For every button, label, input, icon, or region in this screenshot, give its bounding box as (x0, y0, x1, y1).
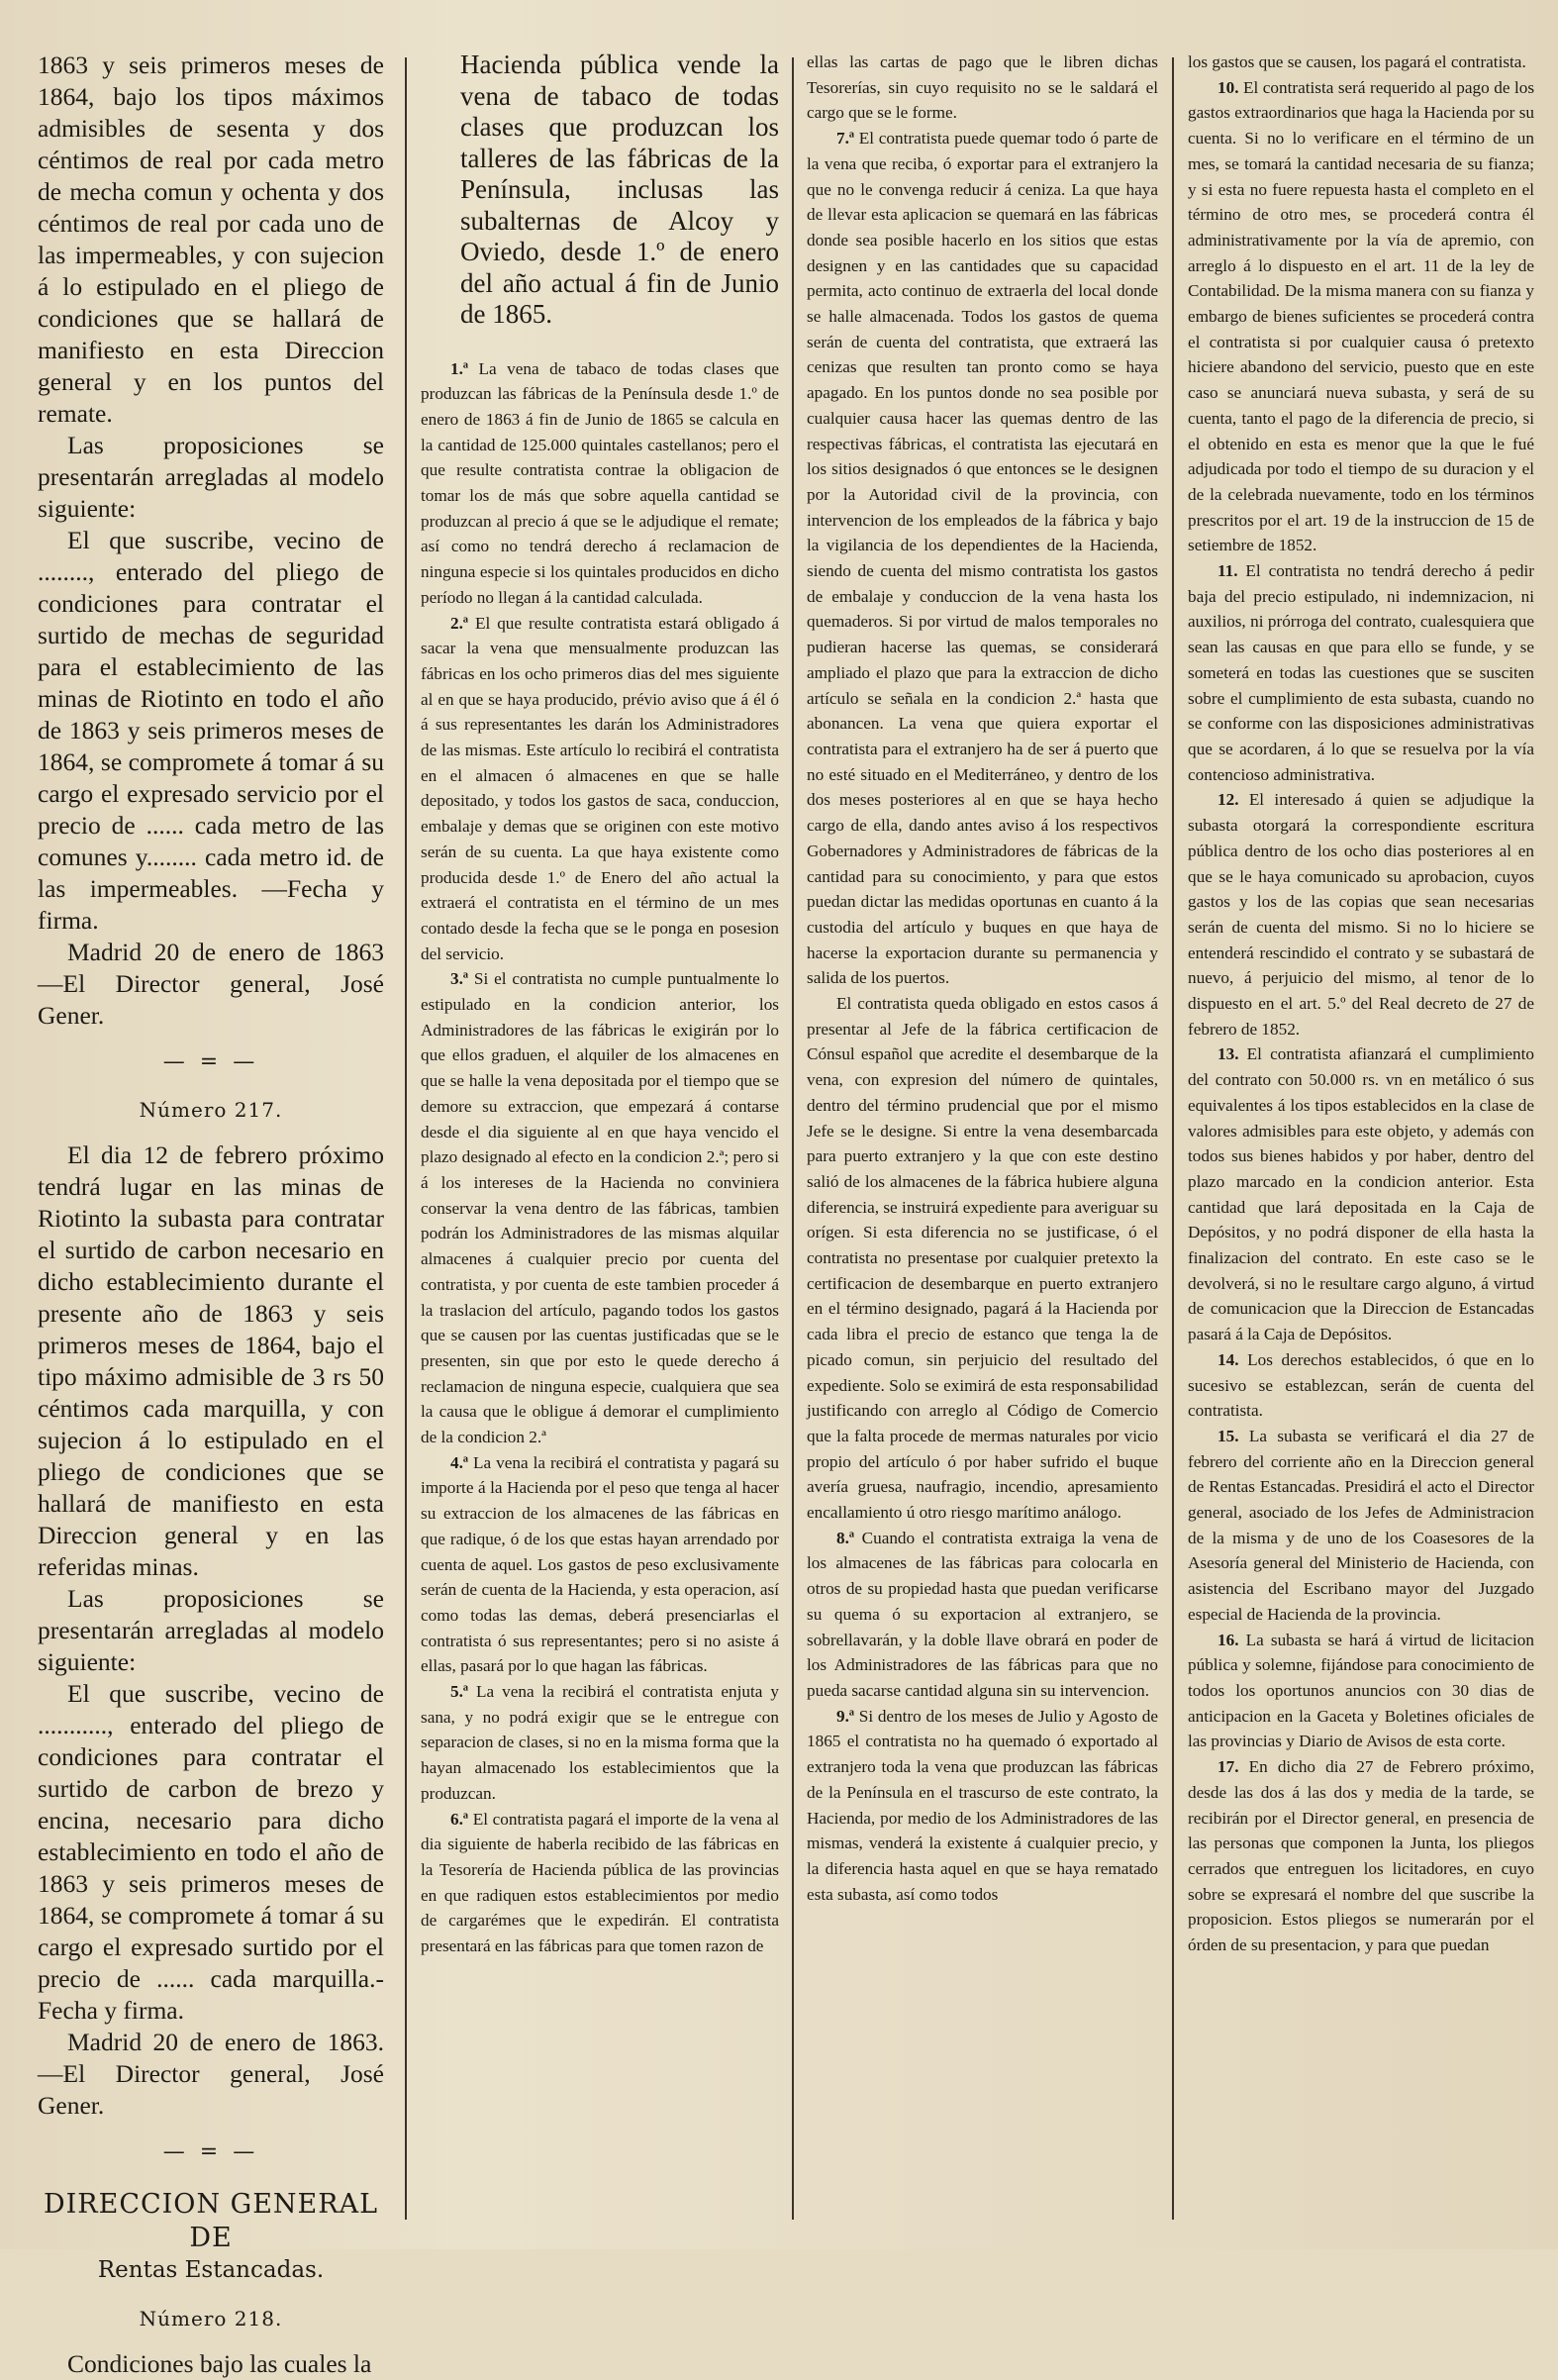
condition-text: El contratista será requerido al pago de los gastos extraordinarios que haga la Hacienda por su cuenta. Si no lo verificare en el término de un mes, se tomará la cantidad necesaria de su fianza; y si esta no fuere repuesta hasta el completo en el término de otro mes, se procederá contra él administrativamente por la vía de apremio, con arreglo á lo dispuesto en el art. 11 de la ley de Contabilidad. De la misma manera con su fianza y embargo de bienes suficientes se procederá contra el contratista si por cualquier causa ó pretexto hiciere abandono del servicio, puesto que en este caso se anunciará nueva subasta, y será de su cuenta, tanto el pago de la diferencia de precio, si el obtenido en esta es menor que la que le fué adjudicada por todo el tiempo de su duracion y el de la celebrada nuevamente, todo en los términos prescritos por el art. 19 de la instruccion de 15 de setiembre de 1852. (1188, 77, 1535, 555)
notice-title: Hacienda pública vende la vena de tabaco de todas clases que produzcan los talleres de las fábricas de la Península, inclusas las subalternas de Alcoy y Oviedo, desde 1.º de enero del año actual á fin de Junio de 1865. (460, 50, 779, 329)
column-rule (405, 57, 407, 2220)
condition-6 (421, 1807, 779, 1959)
paragraph: El dia 12 de febrero próximo tendrá lugar en las minas de Riotinto la subasta para contratar el surtido de carbon necesario en dicho establecimiento durante el presente año de 1863 y seis primeros meses de 1864, bajo el tipo máximo admisible de 3 rs 50 céntimos cada marquilla, y con sujecion á lo estipulado en el pliego de condiciones que se hallará de manifiesto en esta Direccion general y en las referidas minas. (38, 1140, 384, 1581)
section-heading: DIRECCION GENERAL DE (43, 2189, 379, 2253)
paragraph: Las proposiciones se presentarán arregladas al modelo siguiente: (38, 1584, 384, 1676)
condition-number: 15. (1217, 1426, 1239, 1445)
column-2 (421, 50, 779, 1959)
condition-14 (1188, 1347, 1534, 1424)
condition-number: 3.ª (450, 969, 469, 989)
condition-text: La subasta se verificará el dia 27 de febrero del corriente año en la Direccion general de Rentas Estancadas. Presidirá el acto el Director general, asociado de los Jefes de Administracion de la misma y de uno de los Coasesores de la Asesoría general del Ministerio de Hacienda, con asistencia del Escribano mayor del Juzgado especial de Hacienda de la provincia. (1188, 1426, 1535, 1624)
condition-4 (421, 1450, 779, 1679)
condition-number: 17. (1217, 1757, 1239, 1777)
condition-number: 14. (1217, 1349, 1239, 1369)
paragraph: El contratista queda obligado en estos casos á presentar al Jefe de la fábrica certificacion de Cónsul español que acredite el desembarque de la vena, con expresion del número de quintales, dentro del término prudencial que por el mismo Jefe se le designe. Si entre la vena desembarcada para puerto extranjero y la que con este destino salió de los almacenes de la fábrica hubiere alguna diferencia, se instruirá expediente para averiguar su orígen. Si esta diferencia no se justificase, ó el contratista no presentase por cualquier pretexto la certificacion de desembarque en puerto extranjero en el término designado, pagará á la Hacienda por cada libra el precio de estanco que tenga la de picado comun, sin perjuicio del resultado del expediente. Solo se eximirá de esta responsabilidad justificando con arreglo al Código de Comercio que la falta procede de mermas naturales por vicio propio del artículo ó por haber sufrido el buque avería gruesa, naufragio, incendio, apresamiento encallamiento ú otro riesgo marítimo análogo. (807, 994, 1158, 1523)
condition-text: El que resulte contratista estará obligado á sacar la vena que mensualmente produzcan las fábricas en los ocho primeros dias del mes siguiente al en que se haya producido, prévio aviso que á él ó á sus representantes les darán los Administradores de las mismas. Este artículo lo recibirá el contratista en el almacen ó almacenes en que se halle depositado, y todos los gastos de saca, conduccion, embalaje y demas que se originen con este motivo serán de su cuenta. La que haya existente como producida desde 1.º de Enero del año actual la extraerá el contratista en el término de un mes contado desde la fecha que se le ponga en posesion del servicio. (421, 613, 780, 963)
condition-number: 11. (1217, 561, 1238, 581)
signature: Madrid 20 de enero de 1863 —El Director general, José Gener. (38, 938, 384, 1030)
condition-text: El contratista no tendrá derecho á pedir baja del precio estipulado, ni indemnizacion, ni auxilios, ni prórroga del contrato, cualesquiera que sean las causas en que para ello se funde, y se someterá en todas las cuestiones que se susciten sobre el cumplimiento de esta subasta, cuando no se conforme con las disposiciones administrativas que se acordaren, á lo que se resuelva por la vía contencioso administrativa. (1188, 561, 1534, 784)
condition-number: 8.ª (836, 1528, 855, 1547)
condition-text: La vena de tabaco de todas clases que produzcan las fábricas de la Península desde 1.º de enero de 1863 á fin de Junio de 1865 se calcula en la cantidad de 125.000 quintales castellanos; pero el que resulte contratista contrae la obligacion de tomar los de más que sobre aquella cantidad se produzcan al precio á que se le adjudique el remate; así como no tendrá derecho á reclamacion de ninguna especie si los quintales producidos en dicho período no llegan á la cantidad calculada. (421, 358, 779, 607)
condition-text: La vena la recibirá el contratista y pagará su importe á la Hacienda por el peso que tenga al hacer su extraccion de los almacenes de las fábricas en que radique, ó de los que estas hayan arrendado por cuenta de aquel. Los gastos de peso exclusivamente serán de cuenta de la Hacienda, y esta operacion, así como todas las demas, deberá presenciarlas el contratista ó sus representantes; pero si no asiste á ellas, pasará por lo que hagan las fábricas. (421, 1452, 779, 1676)
condition-9 (807, 1704, 1158, 1908)
paragraph: Las proposiciones se presentarán arregladas al modelo siguiente: (38, 431, 384, 523)
condition-text: La subasta se hará á virtud de licitacion pública y solemne, fijándose para conocimiento de todos los oportunos anuncios con 30 dias de anticipacion en la Gaceta y Boletines oficiales de las provincias y Diario de Avisos de esta corte. (1188, 1630, 1534, 1751)
condition-text: Cuando el contratista extraiga la vena de los almacenes de las fábricas para colocarla en otros de su propiedad hasta que puedan verificarse su quema ó su exportacion al extranjero, se sobrellavarán, y la doble llave obrará en poder de los Administradores de las fábricas para que no pueda sacarse cantidad alguna sin su intervencion. (807, 1528, 1158, 1700)
condition-5 (421, 1679, 779, 1807)
notice-number: Número 218. (139, 2307, 283, 2330)
notice-number: Número 217. (139, 1098, 283, 1122)
condition-16 (1188, 1628, 1534, 1755)
column-3 (807, 50, 1158, 1907)
separator: — = — (162, 2139, 259, 2164)
column-rule (792, 57, 794, 2220)
column-rule (1172, 57, 1174, 2220)
condition-text: Los derechos establecidos, ó que en lo sucesivo se establezcan, serán de cuenta del contratista. (1188, 1349, 1534, 1421)
condition-text: El contratista puede quemar todo ó parte de la vena que reciba, ó exportar para el extranjero la que no le convenga reducir á ceniza. La que haya de llevar esta aplicacion se quemará en las fábricas donde sea posible hacerlo en los sitios que estas designen y en las cantidades que su capacidad permita, acto continuo de extraerla del local donde se halle almacenada. Todos los gastos de quema serán de cuenta del contratista, que extraerá las cenizas que resulten tan pronto como se haya apagado. En los puntos donde no sea posible por cualquier causa hacer las quemas dentro de las respectivas fábricas, el contratista las ejecutará en los sitios designados ó que entonces se le designen por la Autoridad civil de la provincia, con intervencion de los empleados de la fábrica y bajo la vigilancia de los dependientes de la Hacienda, siendo de cuenta del mismo contratista los gastos de embalaje y conduccion de la vena hasta los quemaderos. Si por virtud de malos temporales no pudieran hacerse las quemas, se considerará ampliado el plazo que para la extraccion de dicho artículo se señala en la condicion 2.ª hasta que abonancen. La vena que quiera exportar el contratista para el extranjero ha de ser á puerto que no esté situado en el Mediterráneo, y dentro de los dos meses posteriores al en que se haya hecho cargo de ella, dando antes aviso á los respectivos Gobernadores y Administradores de fábricas de la cantidad para su conocimiento, y para que estos puedan dictar las medidas oportunas en cuanto á la custodia del artículo y buques en que haya de hacerse la exportacion durante su permanencia y salida de los puertos. (807, 129, 1158, 988)
condition-number: 10. (1217, 77, 1239, 97)
separator: — = — (162, 1049, 259, 1074)
paragraph: los gastos que se causen, los pagará el contratista. (1188, 52, 1526, 71)
condition-number: 2.ª (450, 613, 469, 633)
condition-text: El contratista afianzará el cumplimiento del contrato con 50.000 rs. vn en metálico ó sus equivalentes á los tipos establecidos en la clase de valores admisibles para este objeto, y además con todos sus bienes habidos y por haber, dentro del plazo marcado en la condicion anterior. Esta cantidad que lará depositada en la Caja de Depósitos, y no podrá disponer de ella hasta la finalizacion del contrato. En este caso se le devolverá, si no le resultare cargo alguno, á virtud de comunicacion que la Direccion de Estancadas pasará á la Caja de Depósitos. (1188, 1044, 1535, 1344)
paragraph: 1863 y seis primeros meses de 1864, bajo los tipos máximos admisibles de sesenta y dos céntimos de real por cada metro de mecha comun y ochenta y dos céntimos de real por cada uno de las impermeables, y con sujecion á lo estipulado en el pliego de condiciones que se hallará de manifiesto en esta Direccion general y en los puntos del remate. (38, 50, 384, 428)
condition-1 (421, 356, 779, 611)
condition-number: 7.ª (836, 129, 855, 149)
condition-number: 6.ª (450, 1809, 469, 1829)
condition-3 (421, 966, 779, 1449)
condition-15 (1188, 1424, 1534, 1628)
condition-text: El interesado á quien se adjudique la subasta otorgará la correspondiente escritura pública dentro de los ocho dias posteriores al en que se le haya comunicado su aprobacion, cuyos gastos y los de las copias que sean necesarias serán de cuenta del mismo. Si no lo hiciere se entenderá rescindido el contrato y se subastará de nuevo, á perjuicio del mismo, al tenor de lo dispuesto en el art. 5.º del Real decreto de 27 de febrero de 1852. (1188, 790, 1534, 1039)
column-4 (1188, 50, 1534, 1958)
condition-text: Si el contratista no cumple puntualmente lo estipulado en la condicion anterior, los Administradores de las fábricas le exigirán por lo que ellos graduen, el alquiler de los almacenes en que se halle la vena depositada por el tiempo que se demore su extraccion, que empezará á contarse desde el dia siguiente al en que haya vencido el plazo designado al efecto en la condicion 2.ª; pero si á los intereses de la Hacienda no conviniera conservar la vena dentro de las fábricas, tambien podrán los Administradores de las mismas alquilar almacenes á cualquier precio por cuenta del contratista, y por cuenta de este tambien proceder á la traslacion del artículo, pagando todos los gastos que se causen por las cuentas justificadas que se le presenten, sin que por esto le quede derecho á reclamacion de ninguna especie, cualquiera que sea la causa que le obligue á demorar el cumplimiento de la condicion 2.ª (421, 969, 780, 1447)
condition-8 (807, 1526, 1158, 1704)
paragraph: El que suscribe, vecino de ........, enterado del pliego de condiciones para contratar el surtido de mechas de seguridad para el establecimiento de las minas de Riotinto en todo el año de 1863 y seis primeros meses de 1864, se compromete á tomar á su cargo el expresado servicio por el precio de ...... cada metro de las comunes y........ cada metro id. de las impermeables. —Fecha y firma. (38, 526, 384, 935)
condition-text: Si dentro de los meses de Julio y Agosto de 1865 el contratista no ha quemado ó exportado al extranjero toda la vena que produzcan las fábricas de la Península en el trascurso de este contrato, la Hacienda, por medio de los Administradores de las mismas, venderá la existente á cualquier precio, y la diferencia hasta aquel en que se haya rematado esta subasta, así como todos (807, 1706, 1159, 1904)
section-subheading: Rentas Estancadas. (97, 2257, 325, 2283)
condition-7 (807, 126, 1158, 991)
condition-number: 16. (1217, 1630, 1239, 1649)
condition-2 (421, 611, 779, 967)
condition-number: 9.ª (836, 1706, 855, 1726)
paragraph: Condiciones bajo las cuales la (67, 2349, 372, 2378)
condition-number: 12. (1217, 790, 1239, 810)
condition-number: 5.ª (450, 1682, 469, 1702)
column-1 (38, 50, 384, 2380)
condition-number: 4.ª (450, 1452, 469, 1472)
condition-13 (1188, 1041, 1534, 1346)
condition-11 (1188, 558, 1534, 787)
condition-text: La vena la recibirá el contratista enjuta y sana, y no podrá exigir que se le entregue con separacion de clases, si no en la misma forma que la hayan almacenado los establecimientos que la produzcan. (421, 1682, 779, 1803)
condition-number: 13. (1217, 1044, 1239, 1064)
paragraph: El que suscribe, vecino de ..........., enterado del pliego de condiciones para contratar el surtido de carbon de brezo y encina, necesario para dicho establecimiento en todo el año de 1863 y seis primeros meses de 1864, se compromete á tomar á su cargo el expresado surtido por el precio de ...... cada marquilla.-Fecha y firma. (38, 1679, 384, 2025)
condition-number: 1.ª (450, 358, 469, 378)
condition-text: El contratista pagará el importe de la vena al dia siguiente de haberla recibido de las fábricas en la Tesorería de Hacienda pública de las provincias en que radiquen estos establecimientos por medio de cargarémes que le expedirán. El contratista presentará en las fábricas para que tomen razon de (421, 1809, 780, 1956)
condition-17 (1188, 1754, 1534, 1958)
condition-10 (1188, 75, 1534, 558)
condition-12 (1188, 787, 1534, 1041)
condition-text: En dicho dia 27 de Febrero próximo, desde las dos á las dos y media de la tarde, se recibirán por el Director general, en presencia de las personas que componen la Junta, los pliegos cerrados que entreguen los licitadores, en cuyo sobre se expresará el nombre del que suscribe la proposicion. Estos pliegos se numerarán por el órden de su presentacion, y para que puedan (1188, 1757, 1534, 1955)
paragraph: ellas las cartas de pago que le libren dichas Tesorerías, sin cuyo requisito no se le saldará el cargo que se le forme. (807, 52, 1158, 123)
signature: Madrid 20 de enero de 1863. —El Director general, José Gener. (38, 2028, 384, 2120)
